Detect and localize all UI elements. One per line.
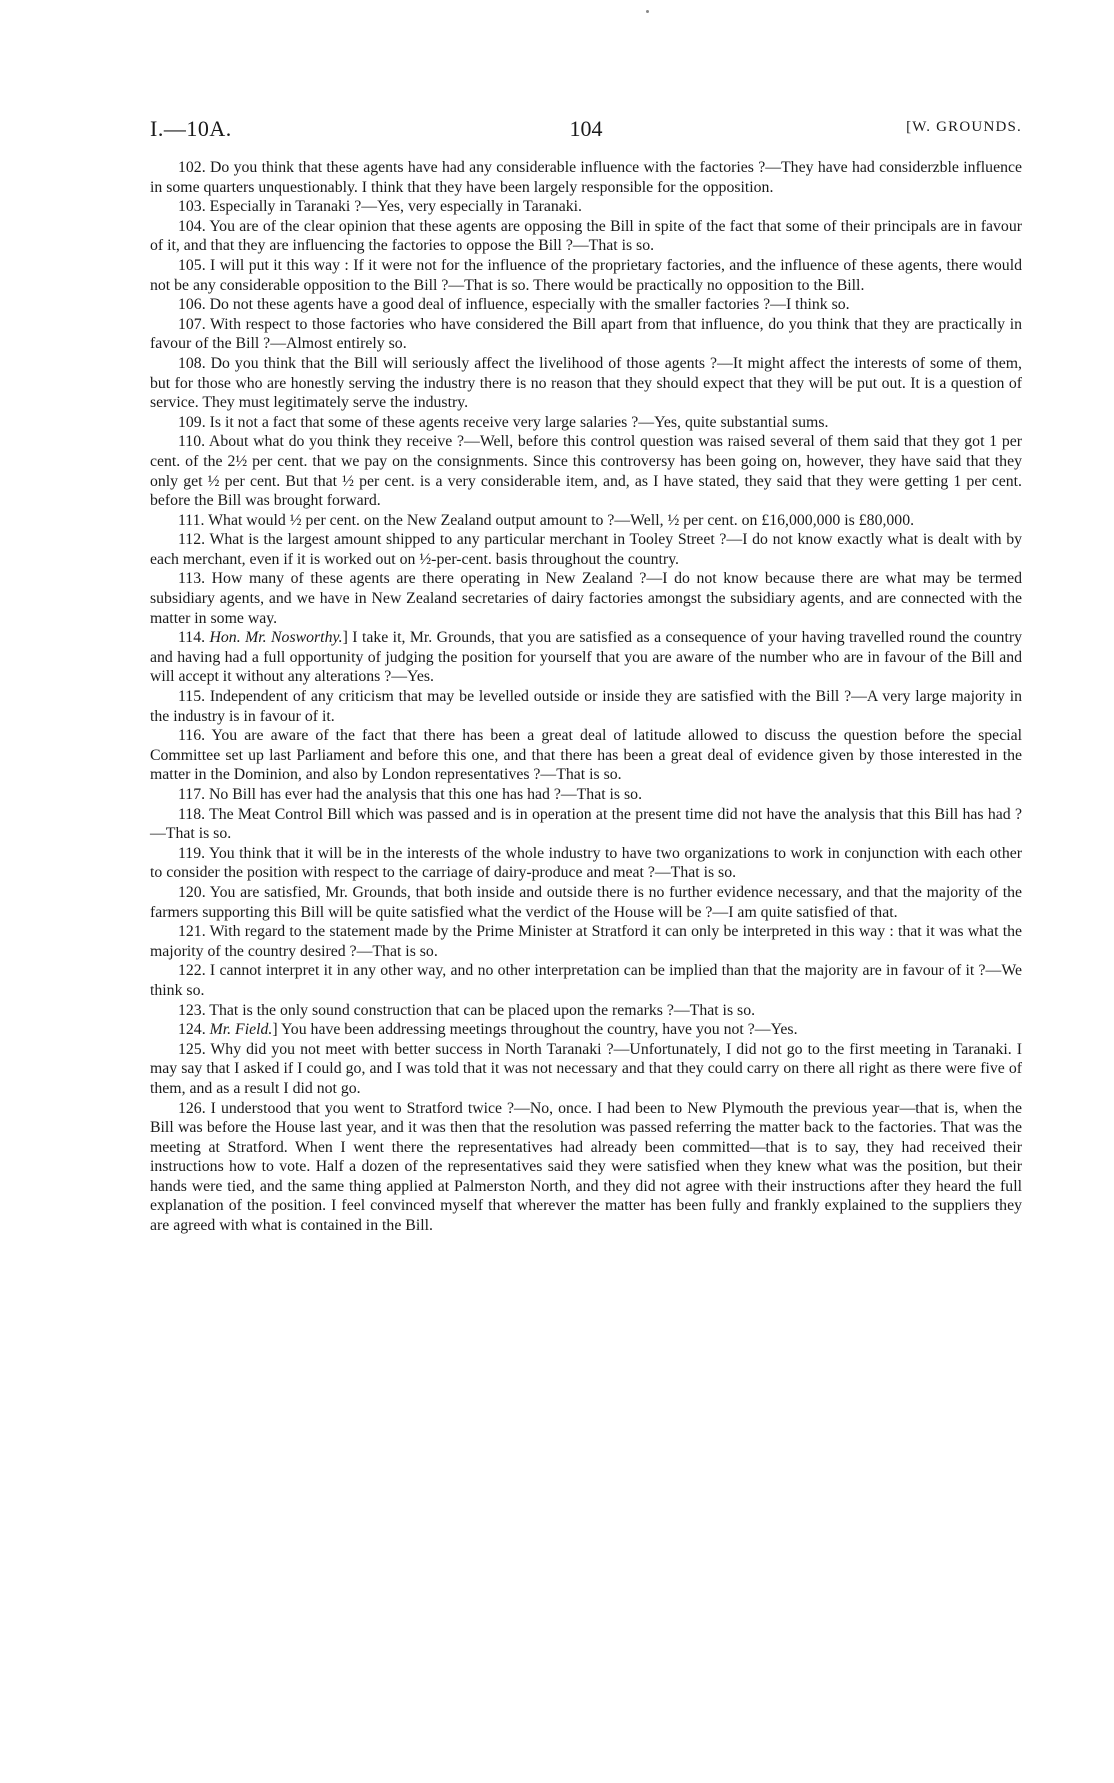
paragraph-112: 112. What is the largest amount shipped to any particular merchant in Tooley Street ?—I do not know exactly what is dealt with by each merchant, even if it is worked out on ½-per-cent. basis throughout the country. [150,531,1022,568]
speaker-name: Mr. Field. [209,1021,273,1039]
paragraph-110: 110. About what do you think they receive ?—Well, before this control question was raised several of them said that they got 1 per cent. of the 2½ per cent. that we pay on the consignments. Since this controversy has been going on, however, they have said that they only get ½ per cent. But that ½ per cent. is a very considerable item, and, as I have stated, they said that they were getting 1 per cent. before the Bill was brought forward. [150,433,1022,510]
paragraph-124 [150,1020,1022,1040]
paragraph-number: 114. [178,629,210,647]
paragraph-107: 107. With respect to those factories who have considered the Bill apart from that influence, do you think that they are practically in favour of the Bill ?—Almost entirely so. [150,315,1022,353]
paragraph-114 [150,628,1022,687]
paragraph-118: 118. The Meat Control Bill which was passed and is in operation at the present time did not have the analysis that this Bill has had ?—That is so. [150,805,1022,843]
paragraph-122: 122. I cannot interpret it in any other way, and no other interpretation can be implied than that the majority are in favour of it ?—We think so. [150,962,1022,999]
paragraph-126: 126. I understood that you went to Stratford twice ?—No, once. I had been to New Plymouth the previous year—that is, when the Bill was before the House last year, and it was then that the resolution was passed referring the matter back to the factories. That was the meeting at Stratford. When I went there the representatives had already been committed—that is to say, they had received their instructions how to vote. Half a dozen of the representatives said they were satisfied when they knew what was the position, but their hands were tied, and the same thing applied at Palmerston North, and they did not agree with their instructions after they heard the full explanation of the position. I feel convinced myself that wherever the matter has been fully and frankly explained to the suppliers they are agreed with what is contained in the Bill. [150,1099,1022,1235]
paragraph-102: 102. Do you think that these agents have had any considerable influence with the factories ?—They have had considerzble influence in some quarters unquestionably. I think that they have been largely responsible for the opposition. [150,159,1022,196]
paragraph-109: 109. Is it not a fact that some of these agents receive very large salaries ?—Yes, quite substantial sums. [178,413,829,431]
paragraph-117: 117. No Bill has ever had the analysis that this one has had ?—That is so. [178,786,643,803]
paragraph-123: 123. That is the only sound construction that can be placed upon the remarks ?—That is so. [178,1001,756,1019]
paragraph-number: 124. [178,1021,210,1039]
scan-speck [646,10,649,13]
paragraph-125: 125. Why did you not meet with better success in North Taranaki ?—Unfortunately, I did not go to the first meeting in Taranaki. I may say that I asked if I could go, and I was told that it was not necessary and that they could carry on there all right as there were five of them, and as a result I did not go. [150,1040,1022,1097]
paragraph-120: 120. You are satisfied, Mr. Grounds, that both inside and outside there is no further evidence necessary, and that the majority of the farmers supporting this Bill will be quite satisfied what the verdict of the House will be ?—I am quite satisfied of that. [150,883,1022,921]
paragraph-105: 105. I will put it this way : If it were not for the influence of the proprietary factories, and the influence of these agents, there would not be any considerable opposition to the Bill ?—That is so. There would be practically no opposition to the Bill. [150,256,1022,294]
paragraph-text: ] I take it, Mr. Grounds, that you are satisfied as a consequence of your having travelled round the country and having had a full opportunity of judging the position for yourself that you are aware of the number who are in favour of the Bill and will accept it without any alterations ?—Yes. [150,629,1022,686]
paragraph-111: 111. What would ½ per cent. on the New Zealand output amount to ?—Well, ½ per cent. on £16,000,000 is £80,000. [178,511,915,529]
paragraph-113: 113. How many of these agents are there operating in New Zealand ?—I do not know because there are what may be termed subsidiary agents, and we have in New Zealand secretaries of dairy factories amongst the subsidiary agents, and are connected with the matter in some way. [150,570,1022,627]
paragraph-104: 104. You are of the clear opinion that these agents are opposing the Bill in spite of the fact that some of their principals are in favour of it, and that they are influencing the factories to oppose the Bill ?—That is so. [150,217,1022,255]
paragraph-106: 106. Do not these agents have a good deal of influence, especially with the smaller factories ?—I think so. [178,296,850,314]
paragraph-115: 115. Independent of any criticism that may be levelled outside or inside they are satisfied with the Bill ?—A very large majority in the industry is in favour of it. [150,688,1022,725]
page-header [150,116,1022,146]
paper-reference: I.—10A. [150,116,232,141]
speaker-name: Hon. Mr. Nosworthy. [209,629,343,647]
page-number: 104 [569,116,603,141]
document-body [150,158,1022,1236]
paragraph-108: 108. Do you think that the Bill will seriously affect the livelihood of those agents ?—It might affect the interests of some of them, but for those who are honestly serving the industry there is no reason that they should expect that they will be put out. It is a question of service. They must legitimately serve the industry. [150,354,1022,412]
paragraph-116: 116. You are aware of the fact that there has been a great deal of latitude allowed to discuss the question before the special Committee set up last Parliament and before this one, and that there has been a great deal of evidence given by those interested in the matter in the Dominion, and also by London representatives ?—That is so. [150,727,1022,784]
paragraph-119: 119. You think that it will be in the interests of the whole industry to have two organizations to work in conjunction with each other to consider the position with respect to the carriage of dairy-produce and meat ?—That is so. [150,844,1022,882]
paragraph-text: ] You have been addressing meetings throughout the country, have you not ?—Yes. [272,1021,798,1039]
paragraph-103: 103. Especially in Taranaki ?—Yes, very especially in Taranaki. [178,198,583,216]
paragraph-121: 121. With regard to the statement made by the Prime Minister at Stratford it can only be interpreted in this way : that it was what the majority of the country desired ?—That is so. [150,923,1022,960]
witness-name: [W. GROUNDS. [906,119,1022,135]
